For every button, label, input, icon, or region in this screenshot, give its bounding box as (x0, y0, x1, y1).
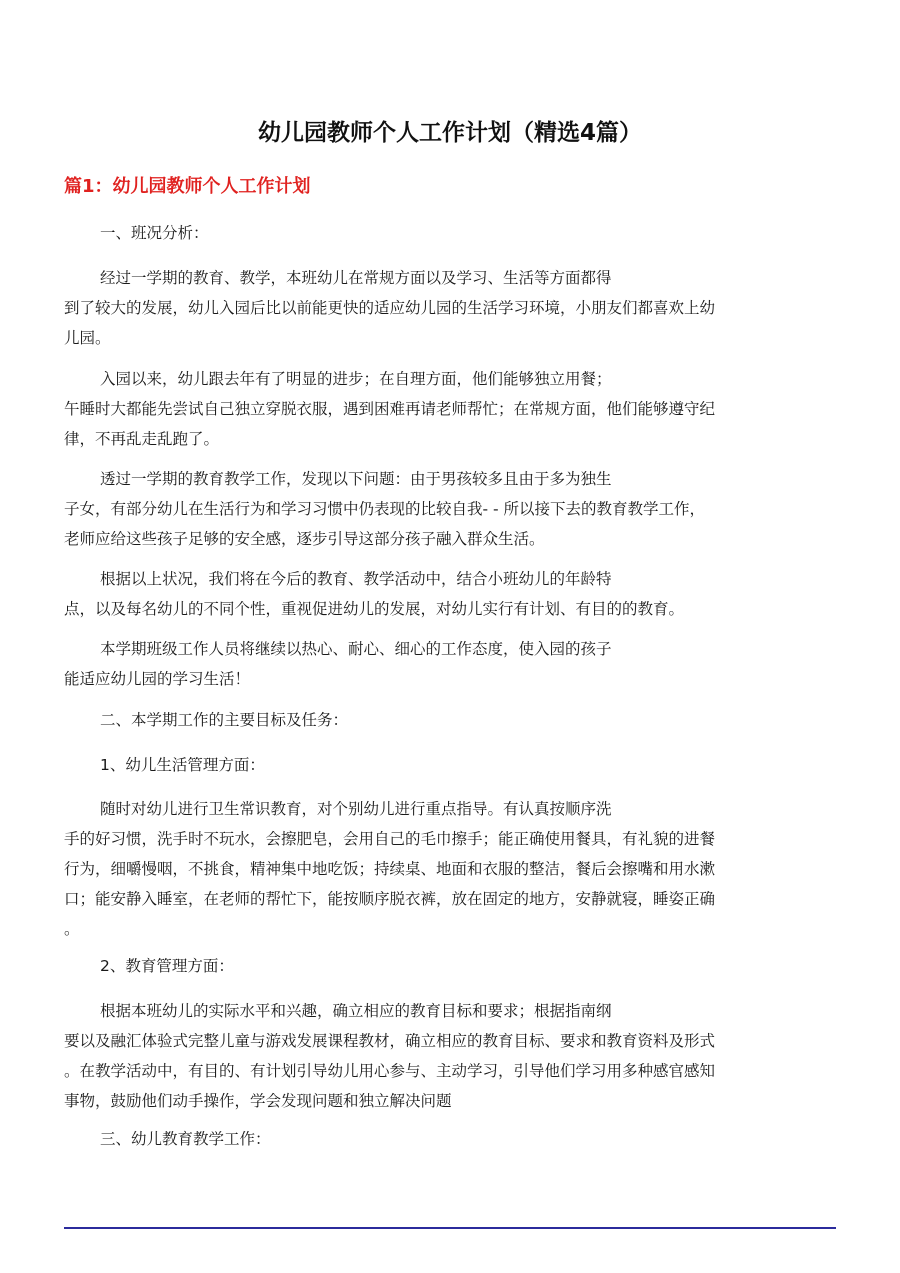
paragraph-line: 三、幼儿教育教学工作： (100, 1130, 271, 1148)
paragraph (64, 464, 836, 554)
paragraph-line: 二、本学期工作的主要目标及任务： (100, 711, 349, 729)
paragraph-line: 根据以上状况，我们将在今后的教育、教学活动中，结合小班幼儿的年龄特 (100, 570, 612, 588)
paragraph-class-analysis-heading (64, 218, 836, 248)
paragraph-line: 口；能安静入睡室，在老师的帮忙下，能按顺序脱衣裤，放在固定的地方，安静就寝，睡姿正确 (64, 890, 716, 908)
paragraph-line: 根据本班幼儿的实际水平和兴趣，确立相应的教育目标和要求；根据指南纲 (100, 1002, 612, 1020)
paragraph-line: 透过一学期的教育教学工作，发现以下问题：由于男孩较多且由于多为独生 (100, 470, 612, 488)
paragraph-line: 老师应给这些孩子足够的安全感，逐步引导这部分孩子融入群众生活。 (64, 530, 545, 548)
paragraph-life-management-heading (64, 750, 836, 780)
paragraph-line: 午睡时大都能先尝试自己独立穿脱衣服，遇到困难再请老师帮忙；在常规方面，他们能够遵守纪 (64, 400, 716, 418)
paragraph (64, 996, 836, 1116)
paragraph (64, 794, 836, 944)
paragraph-line: 一、班况分析： (100, 224, 209, 242)
paragraph-line: 手的好习惯，洗手时不玩水，会擦肥皂，会用自己的毛巾擦手；能正确使用餐具，有礼貌的进餐 (64, 830, 716, 848)
paragraph-goals-heading (64, 705, 836, 735)
footer-rule (64, 1227, 836, 1229)
paragraph-line: 2、教育管理方面： (100, 957, 234, 975)
paragraph-line: 事物，鼓励他们动手操作，学会发现问题和独立解决问题 (64, 1092, 452, 1110)
paragraph-line: 能适应幼儿园的学习生活！ (64, 670, 251, 688)
paragraph-line: 儿园。 (64, 329, 111, 347)
paragraph-line: 1、幼儿生活管理方面： (100, 756, 265, 774)
paragraph-line: 要以及融汇体验式完整儿童与游戏发展课程教材，确立相应的教育目标、要求和教育资料及形式 (64, 1032, 716, 1050)
paragraph-line: 子女，有部分幼儿在生活行为和学习习惯中仍表现的比较自我- - 所以接下去的教育教学工作， (64, 500, 706, 518)
paragraph-line: 随时对幼儿进行卫生常识教育，对个别幼儿进行重点指导。有认真按顺序洗 (100, 800, 612, 818)
paragraph-line: 入园以来，幼儿跟去年有了明显的进步；在自理方面，他们能够独立用餐； (100, 370, 612, 388)
paragraph-line: 本学期班级工作人员将继续以热心、耐心、细心的工作态度，使入园的孩子 (100, 640, 612, 658)
paragraph (64, 263, 836, 353)
paragraph (64, 634, 836, 694)
paragraph-line: 经过一学期的教育、教学，本班幼儿在常规方面以及学习、生活等方面都得 (100, 269, 612, 287)
paragraph-teaching-work-heading (64, 1124, 836, 1154)
paragraph-education-management-heading (64, 951, 836, 981)
paragraph-line: 到了较大的发展，幼儿入园后比以前能更快的适应幼儿园的生活学习环境，小朋友们都喜欢上幼 (64, 299, 716, 317)
paragraph-line: 点，以及每名幼儿的不同个性，重视促进幼儿的发展，对幼儿实行有计划、有目的的教育。 (64, 600, 685, 618)
paragraph (64, 364, 836, 454)
paragraph-line: 。 (64, 920, 80, 938)
paragraph-line: 行为，细嚼慢咽，不挑食，精神集中地吃饭；持续桌、地面和衣服的整洁，餐后会擦嘴和用水漱 (64, 860, 716, 878)
section-heading: 篇1：幼儿园教师个人工作计划 (64, 176, 311, 197)
paragraph (64, 564, 836, 624)
paragraph-line: 律，不再乱走乱跑了。 (64, 430, 220, 448)
paragraph-line: 。在教学活动中，有目的、有计划引导幼儿用心参与、主动学习，引导他们学习用多种感官感知 (64, 1062, 716, 1080)
document-title: 幼儿园教师个人工作计划（精选4篇） (257, 120, 642, 146)
